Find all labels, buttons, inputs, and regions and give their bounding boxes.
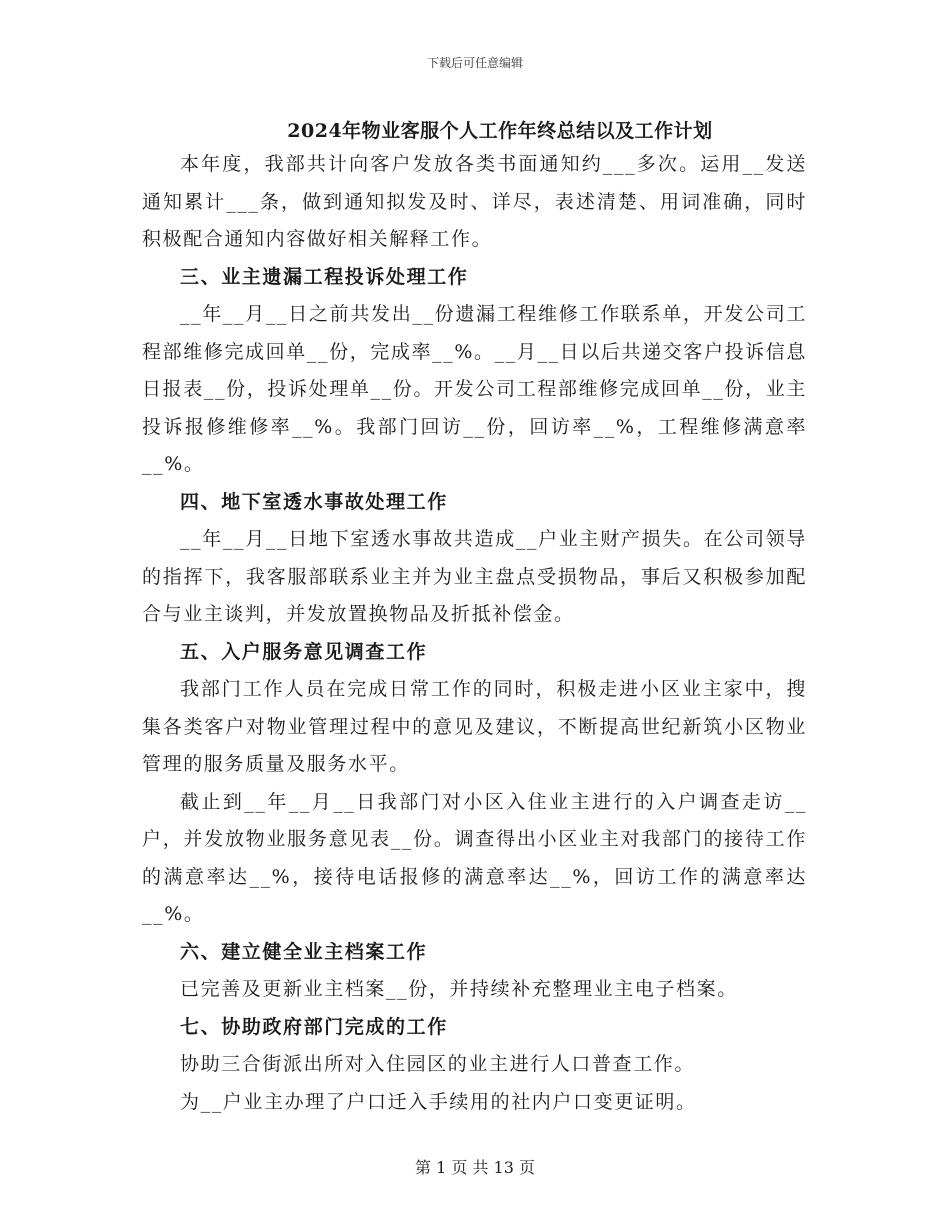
document-title: 2024年物业客服个人工作年终总结以及工作计划 xyxy=(287,120,713,142)
paragraph-intro: 本年度，我部共计向客户发放各类书面通知约___多次。运用__发送通知累计___条，做到通知拟发及时、详尽，表述清楚、用词准确，同时积极配合通知内容做好相关解释工作。 xyxy=(142,153,807,250)
section-heading-3: 三、业主遗漏工程投诉处理工作 xyxy=(180,265,469,288)
page-footer-number: 第 1 页 共 13 页 xyxy=(415,1158,535,1177)
section-heading-4: 四、地下室透水事故处理工作 xyxy=(180,490,448,513)
paragraph-section-3: __年__月__日之前共发出__份遗漏工程维修工作联系单，开发公司工程部维修完成回单__份，完成率__%。__月__日以后共递交客户投诉信息日报表__份，投诉处理单__份。开发公司工程部维修完成回单__份，业主投诉报修维修率__%。我部门回访__份，回访率__%，工程维修满意率__%。 xyxy=(142,303,807,475)
section-heading-6: 六、建立健全业主档案工作 xyxy=(180,940,428,963)
page-header-note: 下载后可任意编辑 xyxy=(426,56,523,70)
section-heading-7: 七、协助政府部门完成的工作 xyxy=(180,1015,448,1038)
section-heading-5: 五、入户服务意见调查工作 xyxy=(180,640,428,663)
paragraph-section-5a: 我部门工作人员在完成日常工作的同时，积极走进小区业主家中，搜集各类客户对物业管理过程中的意见及建议，不断提高世纪新筑小区物业管理的服务质量及服务水平。 xyxy=(142,678,807,775)
paragraph-section-6: 已完善及更新业主档案__份，并持续补充整理业主电子档案。 xyxy=(180,978,738,1000)
paragraph-section-5b: 截止到__年__月__日我部门对小区入住业主进行的入户调查走访__户，并发放物业服务意见表__份。调查得出小区业主对我部门的接待工作的满意率达__%，接待电话报修的满意率达__%，回访工作的满意率达__%。 xyxy=(142,790,807,925)
document-body xyxy=(142,146,807,1121)
paragraph-section-7a: 协助三合街派出所对入住园区的业主进行人口普查工作。 xyxy=(180,1053,696,1075)
paragraph-section-7b: 为__户业主办理了户口迁入手续用的社内户口变更证明。 xyxy=(180,1090,697,1113)
paragraph-section-4: __年__月__日地下室透水事故共造成__户业主财产损失。在公司领导的指挥下，我客服部联系业主并为业主盘点受损物品，事后又积极参加配合与业主谈判，并发放置换物品及折抵补偿金。 xyxy=(142,528,807,625)
